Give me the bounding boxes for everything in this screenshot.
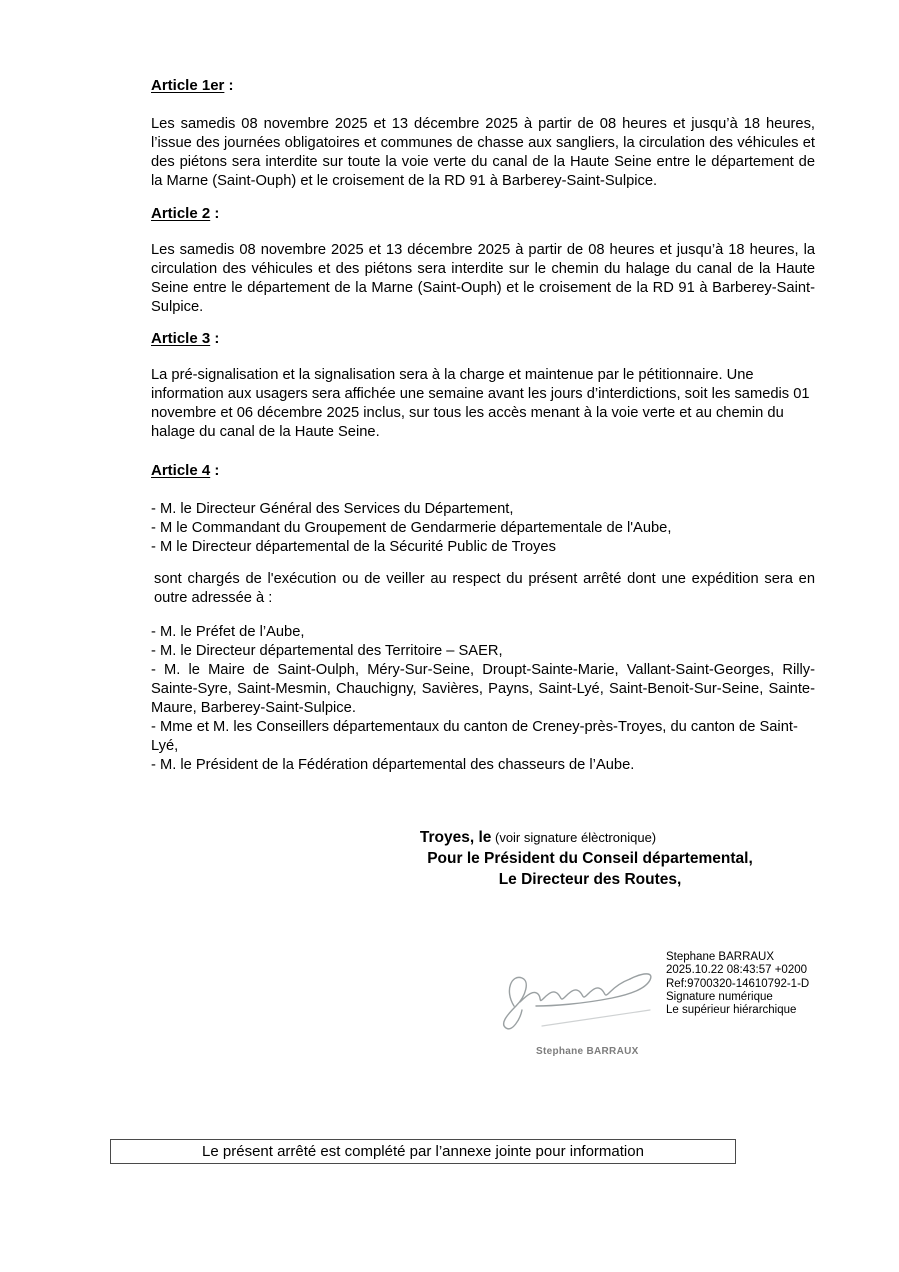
article-4-heading bbox=[151, 461, 815, 480]
list-item: - M le Commandant du Groupement de Gendarmerie départementale de l'Aube, bbox=[151, 520, 672, 536]
signature-place: Troyes, le bbox=[419, 829, 492, 846]
digital-signature-type: Signature numérique bbox=[666, 990, 773, 1003]
article-4-title: Article 4 bbox=[151, 462, 211, 479]
digital-signature-role: Le supérieur hiérarchique bbox=[666, 1004, 797, 1017]
article-3-paragraph: La pré-signalisation et la signalisation sera à la charge et maintenue par le pétitionnaire. Une information aux usagers sera affichée une semaine avant les jours d’interdictions, soit les samedis 01 novembre et 06 décembre 2025 inclus, sur tous les accès menant à la voie verte et au chemin du halage du canal de la Haute Seine. bbox=[151, 367, 810, 440]
article-1-heading bbox=[151, 76, 815, 95]
charge-paragraph: sont chargés de l'exécution ou de veiller au respect du présent arrêté dont une expédition sera en outre adressée à : bbox=[154, 571, 815, 606]
digital-signature-details bbox=[666, 951, 809, 1017]
list-item: - M le Directeur départemental de la Sécurité Public de Troyes bbox=[151, 539, 556, 555]
signature-place-line bbox=[258, 827, 818, 848]
article-4-colon: : bbox=[210, 462, 220, 479]
signature-caption: Stephane BARRAUX bbox=[536, 1046, 639, 1057]
annex-notice-box bbox=[110, 1139, 736, 1164]
annex-notice-text: Le présent arrêté est complété par l’annexe jointe pour information bbox=[202, 1143, 644, 1160]
article-3-heading bbox=[151, 329, 815, 348]
signature-authority-line: Pour le Président du Conseil départemental, bbox=[427, 850, 753, 867]
article-2-paragraph: Les samedis 08 novembre 2025 et 13 décembre 2025 à partir de 08 heures et jusqu’à 18 heures, la circulation des véhicules et des piétons sera interdite sur le chemin du halage du canal de la Haute Seine entre le département de la Marne (Saint-Ouph) et le croisement de la RD 91 à Barberey-Saint-Sulpice. bbox=[151, 242, 815, 315]
list-item: - M. le Préfet de l’Aube, bbox=[151, 624, 305, 640]
signature-role-line: Le Directeur des Routes, bbox=[498, 871, 682, 888]
recipients-copy-list bbox=[151, 623, 815, 775]
digital-signature-ref: Ref:9700320-14610792-1-D bbox=[666, 977, 810, 990]
article-3-title: Article 3 bbox=[151, 330, 211, 347]
digital-signature-timestamp: 2025.10.22 08:43:57 +0200 bbox=[666, 964, 808, 977]
article-2-heading bbox=[151, 204, 815, 223]
article-2-colon: : bbox=[210, 205, 220, 222]
document-body bbox=[151, 76, 815, 775]
signature-note: (voir signature élèctronique) bbox=[491, 830, 657, 845]
article-3-colon: : bbox=[210, 330, 220, 347]
article-2-title: Article 2 bbox=[151, 205, 211, 222]
article-1-colon: : bbox=[224, 77, 234, 94]
list-item: - M. le Maire de Saint-Oulph, Méry-Sur-Seine, Droupt-Sainte-Marie, Vallant-Saint-Georges, Rilly-Sainte-Syre, Saint-Mesmin, Chauchigny, Savières, Payns, Saint-Lyé, Saint-Benoit-Sur-Seine, Sainte-Maure, Barberey-Saint-Sulpice. bbox=[151, 662, 815, 716]
article-1-title: Article 1er bbox=[151, 77, 225, 94]
list-item: - M. le Directeur départemental des Territoire – SAER, bbox=[151, 643, 503, 659]
list-item: - M. le Président de la Fédération départemental des chasseurs de l’Aube. bbox=[151, 757, 635, 773]
digital-signature-name: Stephane BARRAUX bbox=[666, 951, 775, 963]
recipients-primary-list bbox=[151, 500, 815, 557]
list-item: - Mme et M. les Conseillers départementaux du canton de Creney-près-Troyes, du canton de Saint-Lyé, bbox=[151, 719, 798, 754]
list-item: - M. le Directeur Général des Services du Département, bbox=[151, 501, 514, 517]
article-1-paragraph: Les samedis 08 novembre 2025 et 13 décembre 2025 à partir de 08 heures et jusqu’à 18 heures, l’issue des journées obligatoires et communes de chasse aux sangliers, la circulation des véhicules et des piétons sera interdite sur toute la voie verte du canal de la Haute Seine entre le département de la Marne (Saint-Ouph) et le croisement de la RD 91 à Barberey-Saint-Sulpice. bbox=[151, 116, 815, 189]
signature-scribble-image bbox=[492, 962, 667, 1045]
signature-block bbox=[310, 827, 870, 890]
